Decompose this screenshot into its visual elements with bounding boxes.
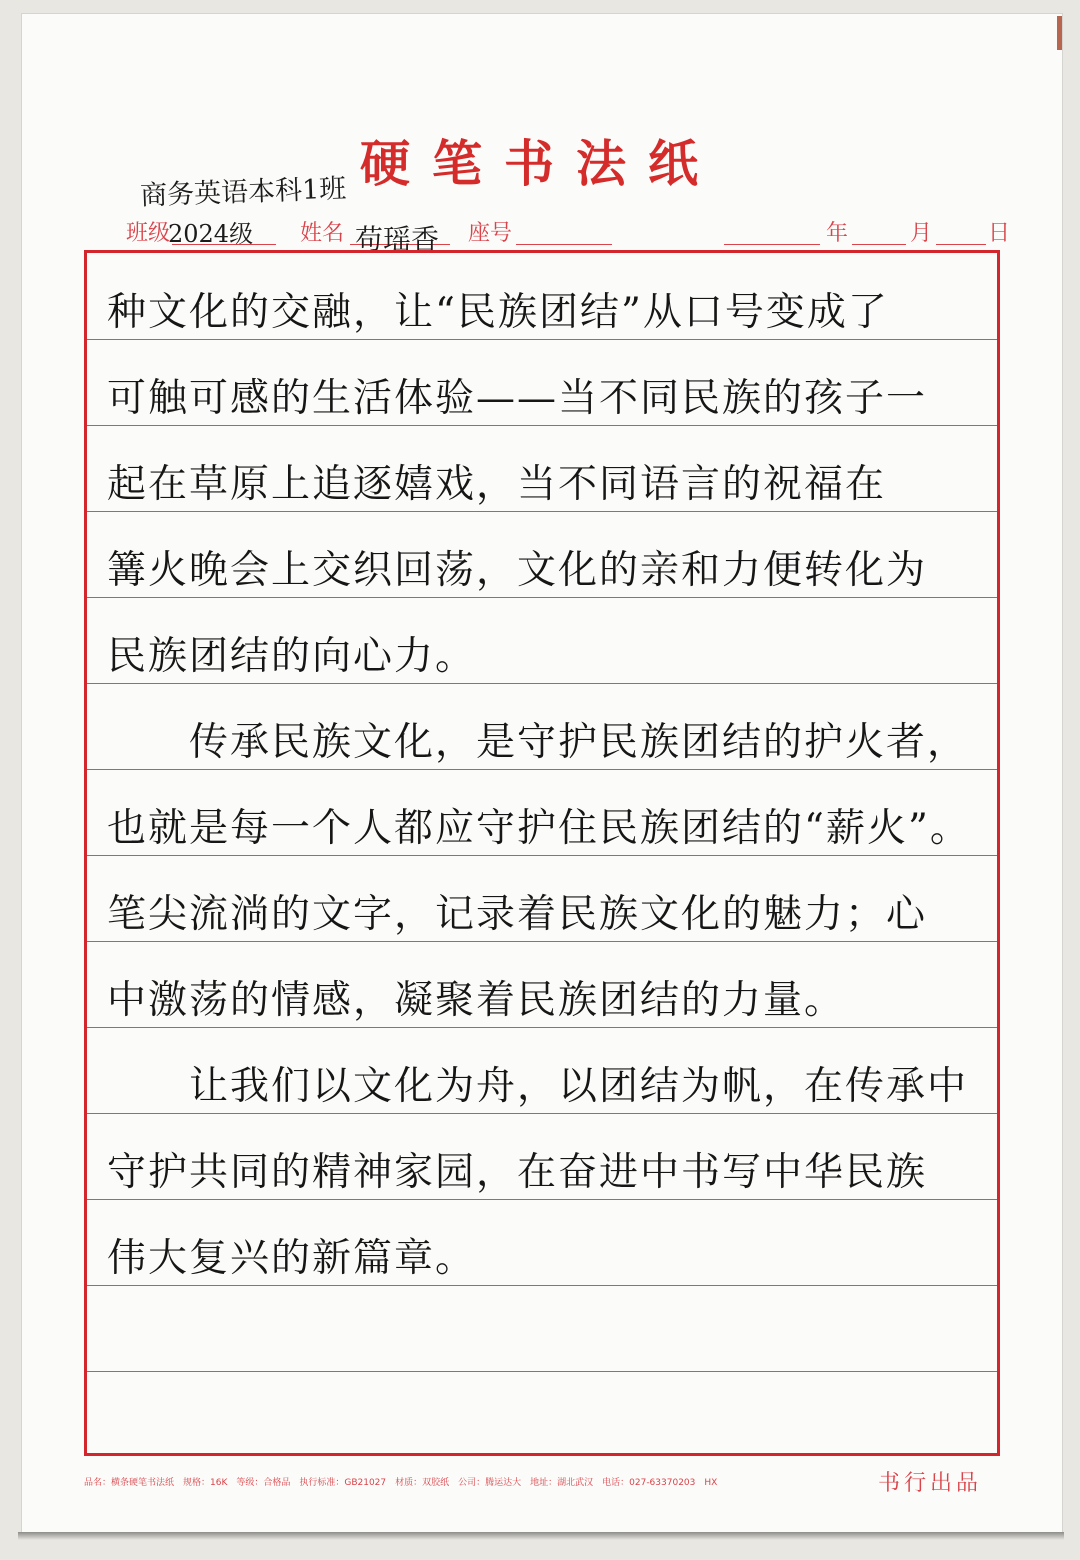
paper-spec-footer: 品名：横条硬笔书法纸 规格：16K 等级：合格品 执行标准：GB21027 材质：双胶纸 公司：腾运达大 地址：湖北武汉 电话：027-63370203 HX — [84, 1478, 718, 1488]
class-value-line2: 2024级 — [168, 220, 254, 248]
handwritten-line: 传承民族文化，是守护民族团结的护火者， — [107, 720, 969, 765]
handwritten-line: 篝火晚会上交织回荡，文化的亲和力便转化为 — [107, 548, 928, 593]
class-label: 班级 — [126, 221, 171, 246]
paper-edge-mark — [1057, 16, 1062, 50]
handwritten-line: 让我们以文化为舟，以团结为帆，在传承中 — [107, 1064, 969, 1109]
ruled-line — [87, 1027, 997, 1028]
page-bottom-shadow — [18, 1532, 1064, 1540]
name-value: 苟瑶香 — [355, 223, 440, 256]
handwritten-line: 种文化的交融，让“民族团结”从口号变成了 — [107, 290, 889, 335]
handwritten-line: 中激荡的情感，凝聚着民族团结的力量。 — [107, 978, 846, 1023]
ruled-line — [87, 1285, 997, 1286]
year-underline — [724, 244, 820, 245]
ruled-line — [87, 597, 997, 598]
handwritten-line: 起在草原上追逐嬉戏，当不同语言的祝福在 — [107, 462, 887, 507]
month-underline — [852, 244, 906, 245]
ruled-line — [87, 339, 997, 340]
writing-area — [84, 250, 1000, 1456]
seat-label: 座号 — [468, 221, 513, 246]
seat-underline — [516, 244, 612, 245]
handwritten-line: 可触可感的生活体验——当不同民族的孩子一 — [107, 376, 928, 421]
handwritten-line: 守护共同的精神家园，在奋进中书写中华民族 — [107, 1150, 928, 1195]
ruled-line — [87, 855, 997, 856]
ruled-line — [87, 683, 997, 684]
ruled-line — [87, 1113, 997, 1114]
month-label: 月 — [910, 221, 933, 246]
ruled-line — [87, 941, 997, 942]
ruled-line — [87, 1199, 997, 1200]
day-label: 日 — [988, 221, 1011, 246]
ruled-line — [87, 1371, 997, 1372]
year-label: 年 — [826, 221, 849, 246]
day-underline — [936, 244, 986, 245]
handwritten-line: 伟大复兴的新篇章。 — [107, 1236, 477, 1281]
handwritten-line: 笔尖流淌的文字，记录着民族文化的魅力；心 — [107, 892, 928, 937]
class-value-line1: 商务英语本科1班 — [139, 173, 347, 212]
header-row — [0, 210, 1080, 250]
ruled-line — [87, 769, 997, 770]
handwritten-line: 民族团结的向心力。 — [107, 634, 477, 679]
brand-mark: 书行出品 — [878, 1471, 983, 1496]
name-label: 姓名 — [300, 221, 345, 246]
page-title: 硬笔书法纸 — [360, 134, 720, 193]
ruled-line — [87, 425, 997, 426]
ruled-line — [87, 511, 997, 512]
handwritten-line: 也就是每一个人都应守护住民族团结的“薪火”。 — [107, 806, 971, 851]
